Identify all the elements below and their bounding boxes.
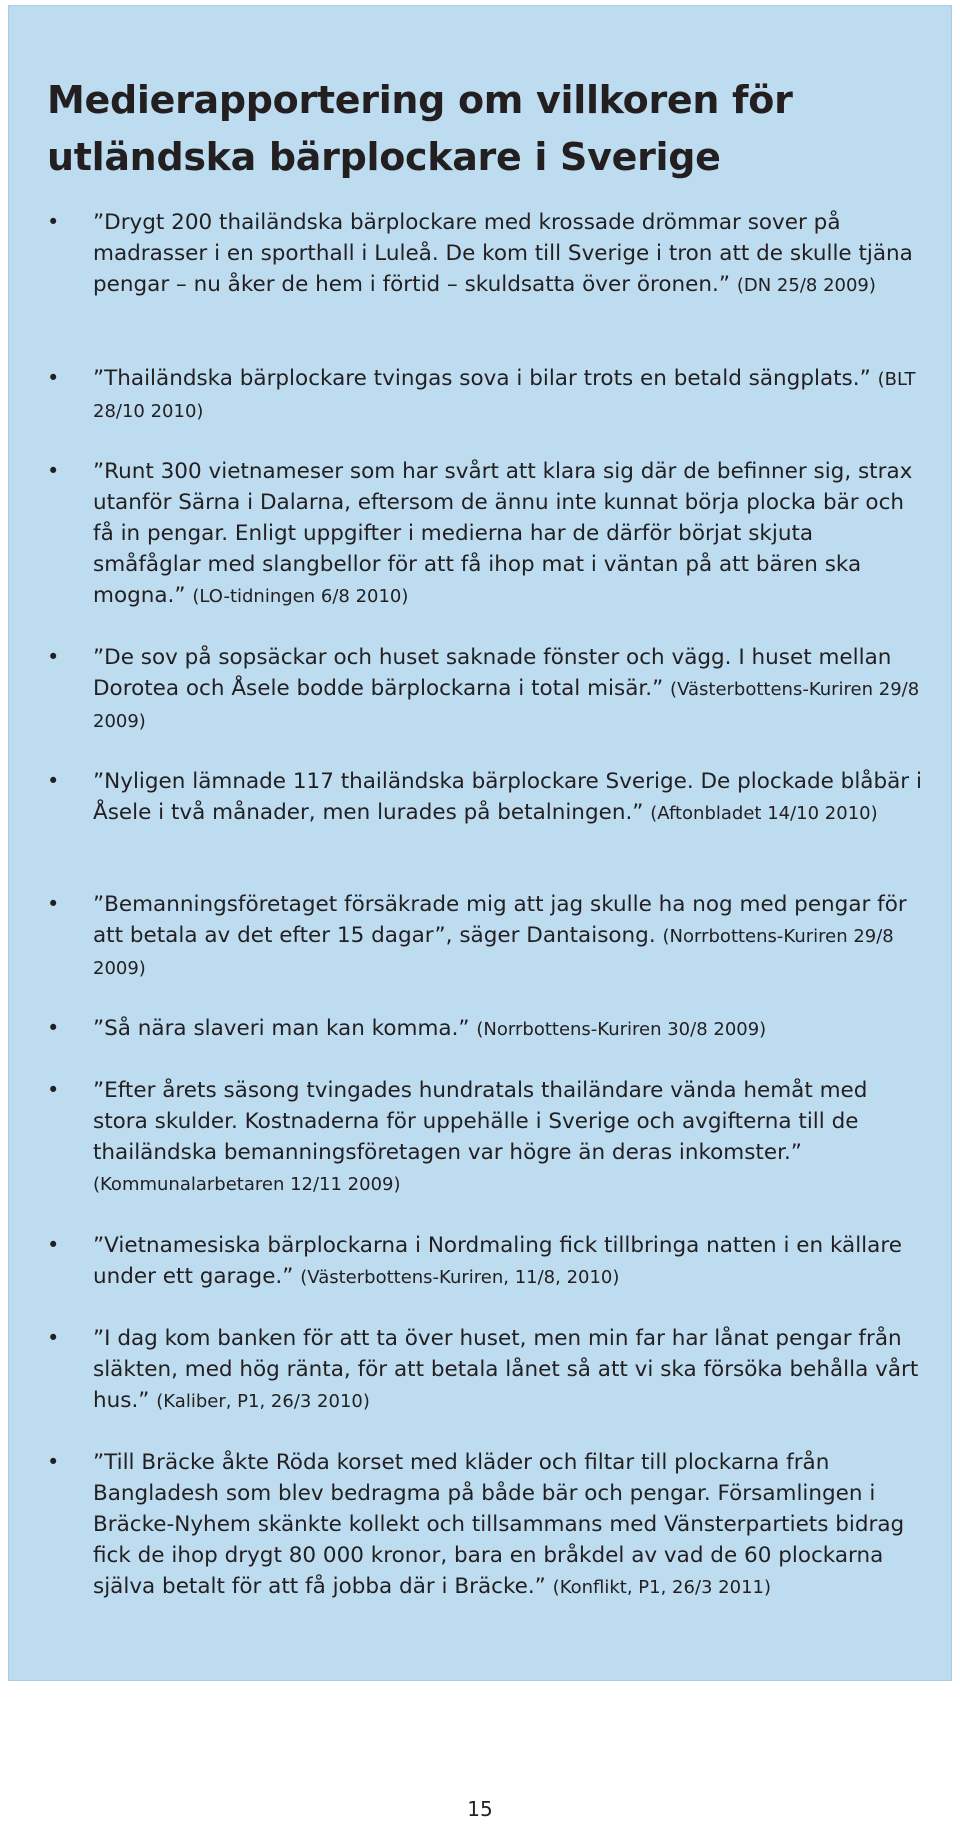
bullet-icon: •: [47, 769, 60, 793]
quote-text: ”Runt 300 vietnameser som har svårt att klara sig där de befinner sig, strax utanför Särna i Dalarna, eftersom de ännu inte kunnat börja plocka bär och få in pengar. Enligt uppgifter i medierna har de därför börjat skjuta småfåglar med slangbellor för att få ihop mat i väntan på att bären ska mogna.”: [93, 459, 913, 608]
bullet-icon: •: [47, 1078, 60, 1102]
quote-text: ”Drygt 200 thailändska bärplockare med krossade drömmar sover på madrasser i en sporthall i Luleå. De kom till Sverige i tron att de skulle tjäna pengar – nu åker de hem i förtid – skuldsatta över öronen.”: [93, 210, 913, 297]
quote-body: [93, 1230, 923, 1293]
quote-body: [93, 642, 923, 737]
bullet-icon: •: [47, 366, 60, 390]
quote-text: ”De sov på sopsäckar och huset saknade fönster och vägg. I huset mellan Dorotea och Åsele bodde bärplockarna i total misär.”: [93, 645, 892, 701]
quote-source: (Kaliber, P1, 26/3 2010): [156, 1391, 370, 1412]
bullet-icon: •: [47, 1326, 60, 1350]
quote-body: [93, 766, 923, 829]
quote-body: [93, 1447, 923, 1603]
quote-source: (Konflikt, P1, 26/3 2011): [552, 1577, 772, 1598]
bullet-icon: •: [47, 1450, 60, 1474]
quote-source: (LO-tidningen 6/8 2010): [192, 586, 409, 607]
quote-body: [93, 363, 923, 427]
quote-source: (Västerbottens-Kuriren 29/8 2009): [93, 679, 920, 732]
quote-source: (Aftonbladet 14/10 2010): [650, 803, 878, 824]
quote-body: [93, 456, 923, 612]
quote-text: ”Efter årets säsong tvingades hundratals thailändare vända hemåt med stora skulder. Kostnaderna för uppehälle i Sverige och avgifterna till de thailändska bemanningsföretagen var högre än deras inkomster.”: [93, 1078, 868, 1165]
quote-source: (Kommunalarbetaren 12/11 2009): [93, 1174, 401, 1195]
quote-source: (Norrbottens-Kuriren 30/8 2009): [476, 1019, 767, 1040]
bullet-icon: •: [47, 1233, 60, 1257]
page-title: Medierapportering om villkoren för utländska bärplockare i Sverige: [47, 78, 793, 179]
bullet-icon: •: [47, 645, 60, 669]
page-number: 15: [467, 1797, 493, 1821]
quote-source: (DN 25/8 2009): [736, 275, 876, 296]
bullet-icon: •: [47, 459, 60, 483]
quote-text: ”Nyligen lämnade 117 thailändska bärplockare Sverige. De plockade blåbär i Åsele i två månader, men lurades på betalningen.”: [93, 769, 922, 825]
quote-text: ”I dag kom banken för att ta över huset, men min far har lånat pengar från släkten, med hög ränta, för att betala lånet så att vi ska försöka behålla vårt hus.”: [93, 1326, 919, 1413]
quote-text: ”Bemanningsföretaget försäkrade mig att jag skulle ha nog med pengar för att betala av det efter 15 dagar”, säger Dantaisong.: [93, 892, 907, 948]
quote-text: ”Thailändska bärplockare tvingas sova i bilar trots en betald sängplats.”: [93, 366, 871, 391]
bullet-icon: •: [47, 892, 60, 916]
quote-body: [93, 207, 923, 301]
quote-body: [93, 1323, 923, 1417]
quote-text: ”Så nära slaveri man kan komma.”: [93, 1016, 470, 1041]
quote-source: (Norrbottens-Kuriren 29/8 2009): [93, 926, 894, 979]
bullet-icon: •: [47, 210, 60, 234]
quote-body: [93, 1013, 923, 1045]
content-panel: [8, 5, 952, 1681]
quote-source: (Västerbottens-Kuriren, 11/8, 2010): [300, 1267, 620, 1288]
quote-body: [93, 1075, 923, 1200]
bullet-icon: •: [47, 1016, 60, 1040]
quote-text: ”Vietnamesiska bärplockarna i Nordmaling fick tillbringa natten i en källare under ett garage.”: [93, 1233, 902, 1289]
quote-source: (BLT 28/10 2010): [93, 369, 916, 422]
quote-text: ”Till Bräcke åkte Röda korset med kläder och filtar till plockarna från Bangladesh som blev bedragma på både bär och pengar. Församlingen i Bräcke-Nyhem skänkte kollekt och tillsammans med Vänsterpartiets bidrag fick de ihop drygt 80 000 kronor, bara en bråkdel av vad de 60 plockarna själva betalt för att få jobba där i Bräcke.”: [93, 1450, 905, 1599]
quote-body: [93, 889, 923, 984]
